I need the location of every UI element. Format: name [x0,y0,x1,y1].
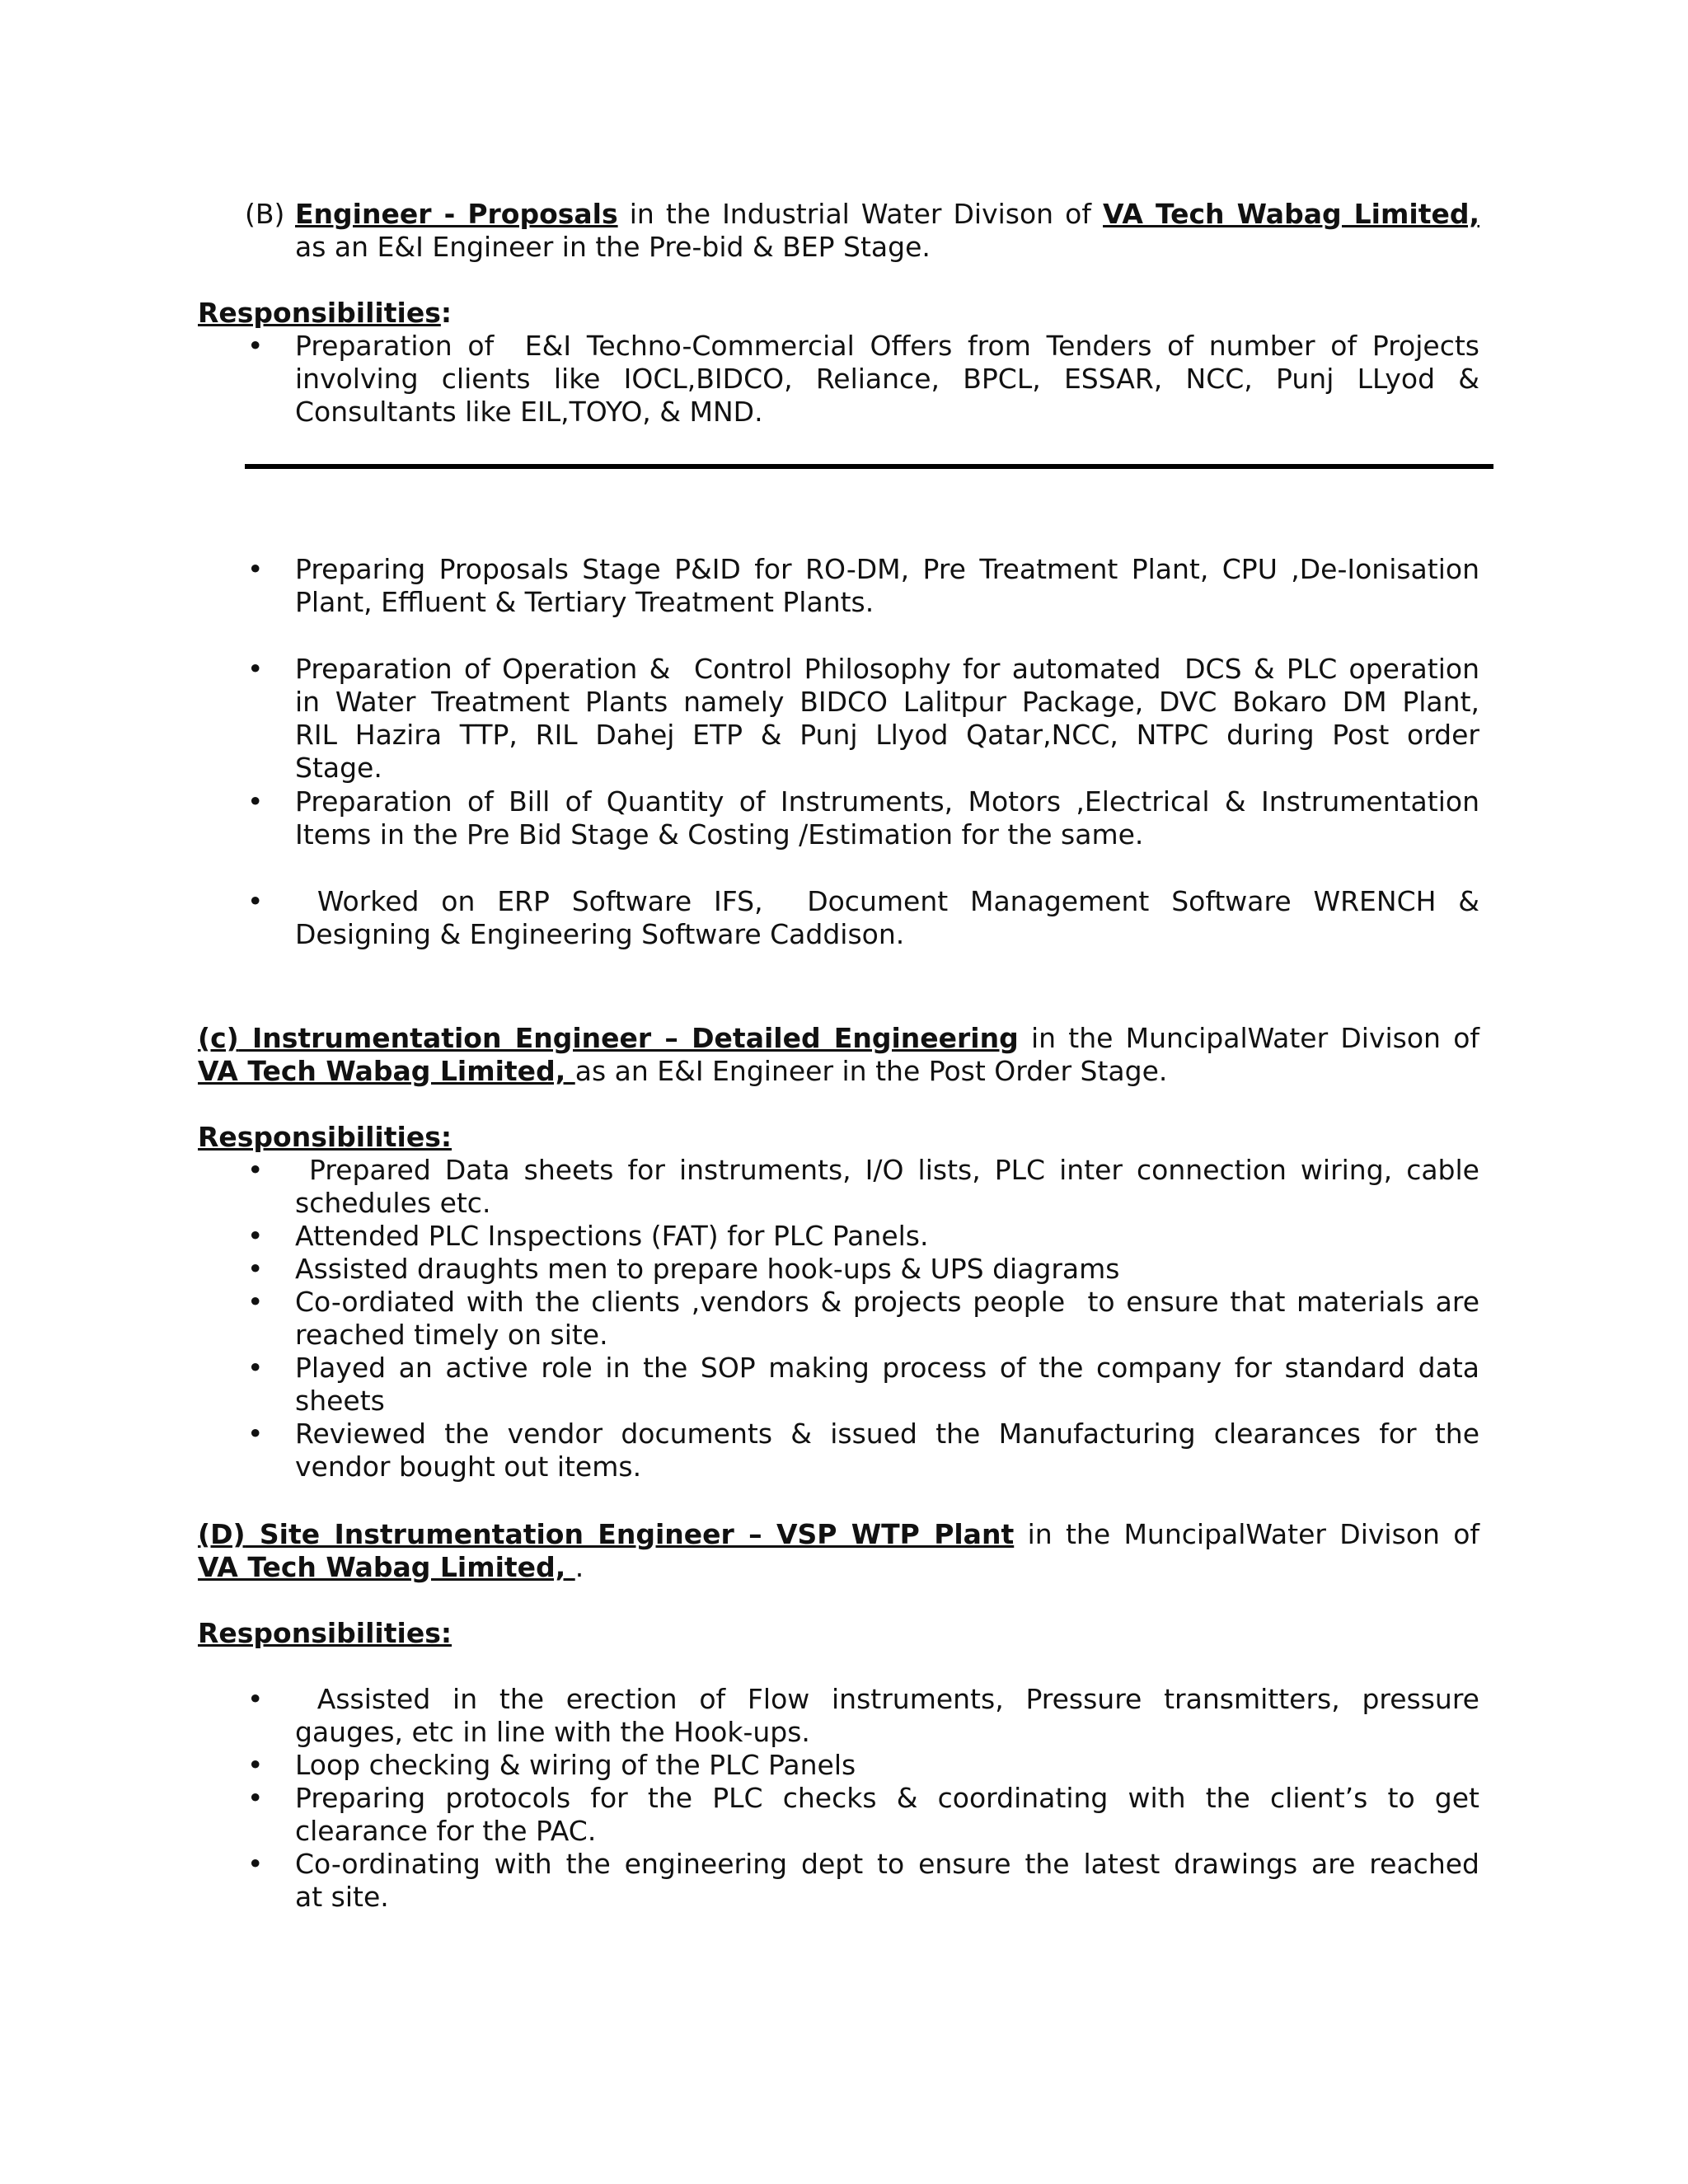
list-item-line: Co-ordiated with the clients ,vendors & projects people to ensure that materials are [295,1286,1479,1318]
bullet-icon: • [247,785,264,818]
bullet-icon: • [247,1220,264,1252]
list-item-line: Reviewed the vendor documents & issued the Manufacturing clearances for the [295,1418,1479,1450]
section-b-company: VA Tech Wabag Limited, [1103,198,1480,230]
bullet-icon: • [247,1352,264,1384]
section-b-resp-heading: Responsibilities: [198,297,452,329]
list-item-line: Items in the Pre Bid Stage & Costing /Estimation for the same. [295,818,1144,851]
section-c-mid: in the MuncipalWater Divison of [1018,1022,1480,1054]
section-b-heading-text [295,198,1479,231]
section-d-company: VA Tech Wabag Limited, [198,1551,575,1583]
section-c-heading [198,1022,1479,1055]
list-item-line: schedules etc. [295,1187,491,1219]
bullet-icon: • [247,1154,264,1186]
section-b-label: (B) [245,198,285,230]
list-item-line: Preparation of Bill of Quantity of Instruments, Motors ,Electrical & Instrumentation [295,785,1479,818]
list-item-line: Designing & Engineering Software Caddison. [295,918,905,950]
list-item-line: RIL Hazira TTP, RIL Dahej ETP & Punj Llyod Qatar,NCC, NTPC during Post order [295,719,1479,751]
list-item-line: Preparing protocols for the PLC checks & coordinating with the client’s to get [295,1782,1479,1814]
list-item-line: Attended PLC Inspections (FAT) for PLC Panels. [295,1220,929,1252]
list-item-line: reached timely on site. [295,1319,608,1351]
list-item-line: Plant, Effluent & Tertiary Treatment Plants. [295,586,874,618]
section-c-title: Instrumentation Engineer – Detailed Engineering [238,1022,1019,1054]
section-c-subline: VA Tech Wabag Limited, as an E&I Engineer in the Post Order Stage. [198,1055,1168,1087]
list-item-line: in Water Treatment Plants namely BIDCO Lalitpur Package, DVC Bokaro DM Plant, [295,686,1479,718]
section-d-subline: VA Tech Wabag Limited, . [198,1551,584,1583]
section-c-resp-heading: Responsibilities: [198,1121,452,1153]
list-item-line: vendor bought out items. [295,1451,642,1483]
list-item-line: Co-ordinating with the engineering dept to ensure the latest drawings are reached [295,1848,1479,1880]
bullet-icon: • [247,1749,264,1781]
section-d-label: (D) [198,1518,246,1550]
list-item-line: Preparing Proposals Stage P&ID for RO-DM, Pre Treatment Plant, CPU ,De-Ionisation [295,553,1479,585]
list-item-line: Assisted in the erection of Flow instruments, Pressure transmitters, pressure [295,1683,1479,1715]
bullet-icon: • [247,553,264,585]
bullet-icon: • [247,653,264,685]
list-item-line: Worked on ERP Software IFS, Document Management Software WRENCH & [295,885,1479,917]
bullet-icon: • [247,1286,264,1318]
list-item-line: Played an active role in the SOP making process of the company for standard data [295,1352,1479,1384]
section-b-subline: as an E&I Engineer in the Pre-bid & BEP Stage. [295,231,931,263]
list-item-line: Assisted draughts men to prepare hook-ups & UPS diagrams [295,1253,1120,1285]
bullet-icon: • [247,1418,264,1450]
section-c-company: VA Tech Wabag Limited, [198,1055,575,1087]
section-b-mid: in the Industrial Water Divison of [617,198,1104,230]
bullet-icon: • [247,1253,264,1285]
list-item-line: Preparation of Operation & Control Philosophy for automated DCS & PLC operation [295,653,1479,685]
section-d-mid: in the MuncipalWater Divison of [1014,1518,1480,1550]
list-item-line: involving clients like IOCL,BIDCO, Reliance, BPCL, ESSAR, NCC, Punj LLyod & [295,363,1479,395]
list-item-line: sheets [295,1385,385,1417]
list-item-line: Preparation of E&I Techno-Commercial Offers from Tenders of number of Projects [295,330,1479,362]
list-item-line: Stage. [295,752,382,784]
list-item-line: Loop checking & wiring of the PLC Panels [295,1749,856,1781]
list-item-line: Prepared Data sheets for instruments, I/O lists, PLC inter connection wiring, cable [295,1154,1479,1186]
list-item-line: Consultants like EIL,TOYO, & MND. [295,396,763,428]
section-d-title: Site Instrumentation Engineer – VSP WTP Plant [245,1518,1015,1550]
list-item-line: clearance for the PAC. [295,1815,597,1847]
section-d-resp-heading: Responsibilities: [198,1617,452,1649]
bullet-icon: • [247,885,264,917]
section-b-heading [245,198,284,231]
section-c-label: (c) [198,1022,239,1054]
bullet-icon: • [247,1848,264,1880]
bullet-icon: • [247,1683,264,1715]
bullet-icon: • [247,330,264,362]
section-d-heading [198,1518,1479,1551]
horizontal-rule [245,464,1493,469]
list-item-line: at site. [295,1881,389,1913]
section-b-title: Engineer - Proposals [295,198,618,230]
list-item-line: gauges, etc in line with the Hook-ups. [295,1716,810,1748]
bullet-icon: • [247,1782,264,1814]
